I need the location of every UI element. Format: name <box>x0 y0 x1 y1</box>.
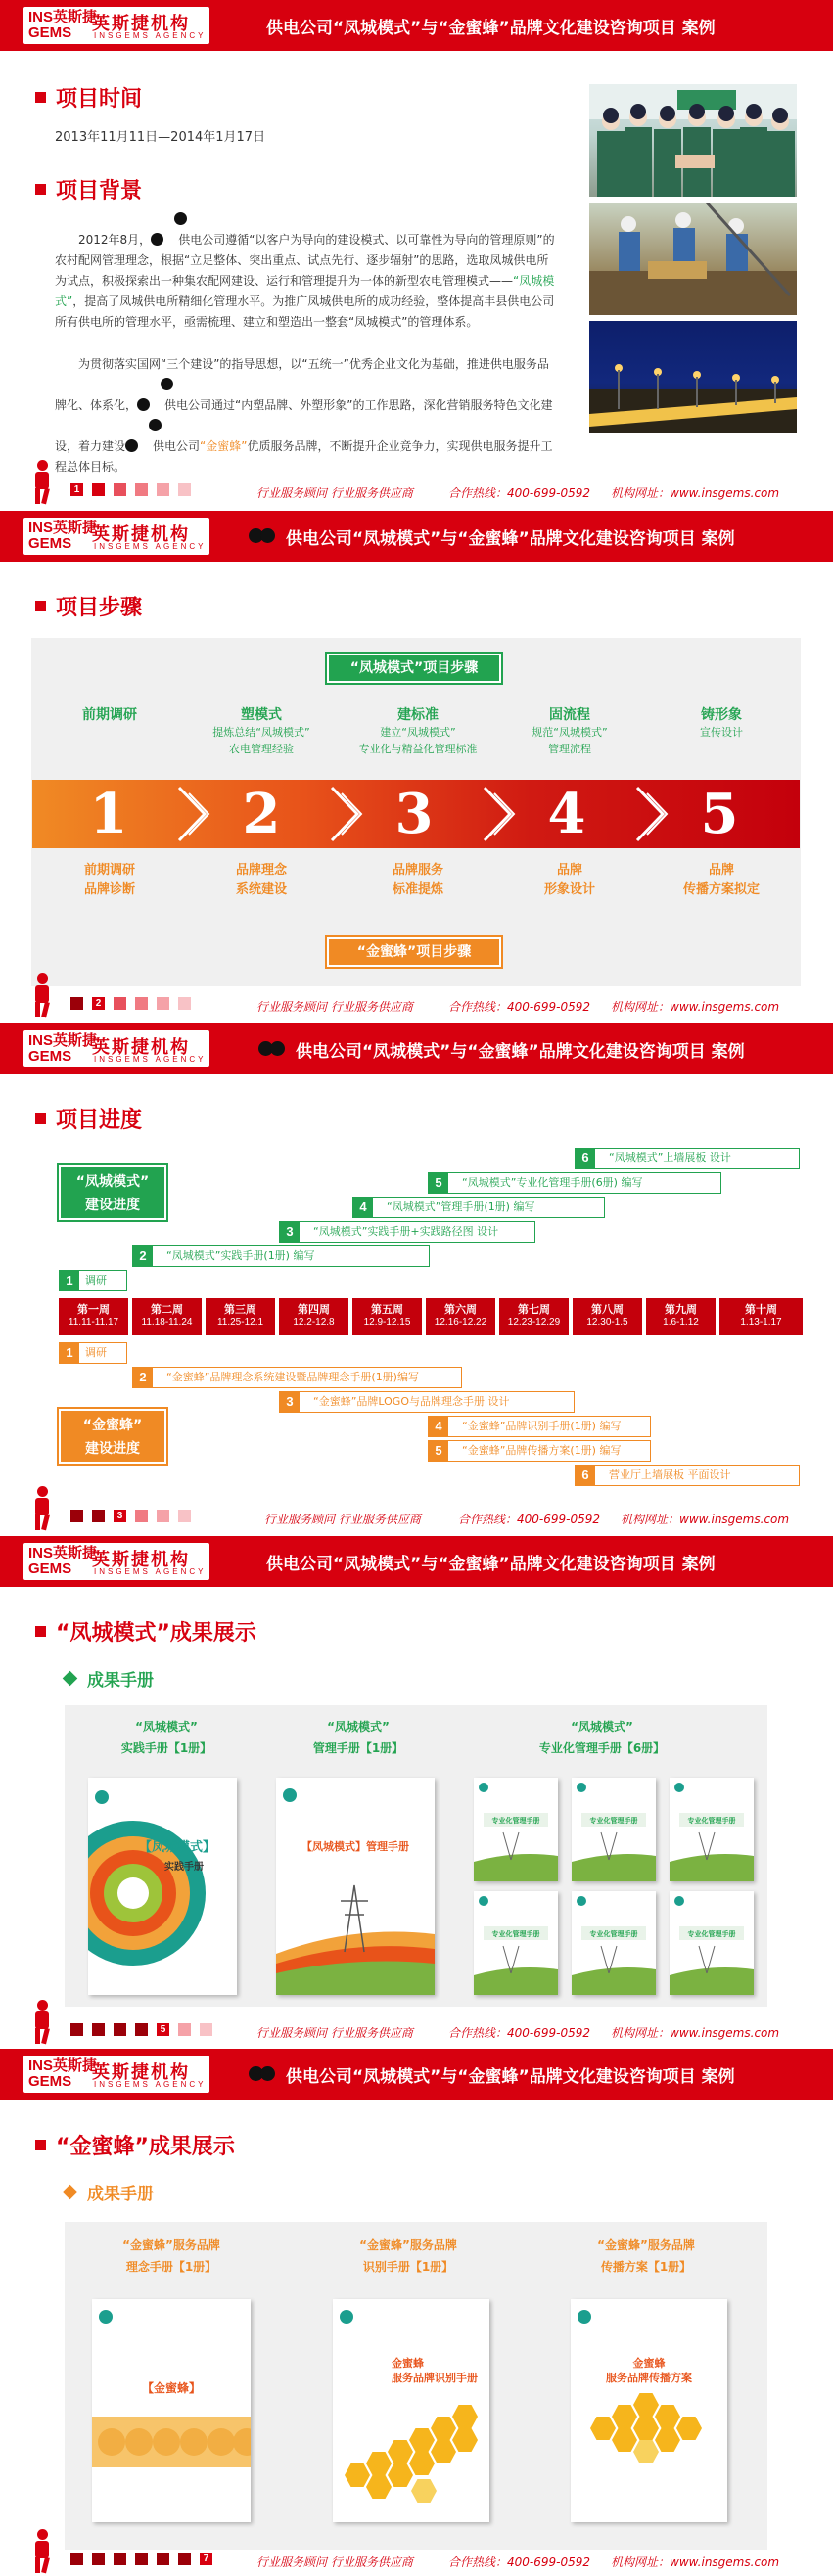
book-label: “金蜜蜂”服务品牌 传播方案【1册】 <box>597 2238 695 2274</box>
green-step: 塑模式 提炼总结“凤城模式” 农电管理经验 <box>212 707 310 755</box>
week-cell: 第七周 12.23-12.29 <box>499 1298 571 1335</box>
footer-hotline: 合作热线：400-699-0592 <box>448 2555 591 2569</box>
orange-step: 品牌理念 系统建设 <box>235 863 287 897</box>
specialized-manual-cover: 专业化管理手册 <box>572 1778 656 1881</box>
week-cell: 第十周 1.13-1.17 <box>719 1298 803 1335</box>
redaction-mark <box>249 2066 282 2084</box>
week-cell: 第九周 1.6-1.12 <box>646 1298 717 1335</box>
page-indicator <box>70 483 200 497</box>
footer-3 <box>0 1494 833 1533</box>
week-cell: 第八周 12.30-1.5 <box>573 1298 644 1335</box>
step-number: 4 <box>547 782 586 846</box>
page-number: 2 <box>92 997 105 1010</box>
page-indicator <box>70 997 200 1011</box>
book-label: “凤城模式” 管理手册【1册】 <box>312 1720 404 1755</box>
footer-hotline: 合作热线：400-699-0592 <box>448 486 591 500</box>
specialized-manual-cover: 专业化管理手册 <box>474 1778 558 1881</box>
week-cell: 第三周 11.25-12.1 <box>206 1298 277 1335</box>
page-indicator <box>70 2023 221 2037</box>
background-paragraph-2: 为贯彻落实国网“三个建设”的指导思想，以“五统一”优秀企业文化为基础，推进供电服务品牌化、体系化， 供电公司通过“内塑品牌、外塑形象”的工作思路，深化营销服务特色文化建设，着力建设 供电公司“金蜜蜂”优质服务品牌，不断提升企业竞争力，实现供电服务提升工程总体目标。 <box>55 357 553 474</box>
section-heading-background: 项目背景 <box>35 174 142 204</box>
management-manual-cover <box>276 1778 435 1995</box>
footer-slogan: 行业服务顾问 行业服务供应商 <box>256 486 413 500</box>
footer-2 <box>0 981 833 1020</box>
field-work-photo <box>589 203 797 315</box>
redaction-mark <box>249 528 282 546</box>
brand-logo: INS英斯捷 GEMS 英斯捷机构 INSGEMS AGENCY <box>23 1543 209 1580</box>
cover-title: 【金蜜蜂】 <box>141 2381 201 2395</box>
results-subheading: 成果手册 <box>65 1666 154 1691</box>
brand-mark: INS英斯捷 <box>28 9 98 25</box>
green-progress-label: “凤城模式” 建设进度 <box>59 1165 166 1220</box>
green-step: 固流程 规范“凤城模式” 管理流程 <box>532 707 608 755</box>
section-heading-progress: 项目进度 <box>35 1104 142 1134</box>
redaction-mark <box>258 1041 292 1059</box>
bee-identity-manual-cover <box>333 2299 489 2522</box>
step-number: 5 <box>700 782 739 846</box>
brand-mark-en: GEMS <box>28 24 72 41</box>
green-step: 铸形象 宣传设计 <box>700 707 743 739</box>
gantt-task-orange: 1 调研 <box>59 1342 127 1364</box>
week-cell: 第二周 11.18-11.24 <box>132 1298 204 1335</box>
cover-title: 【凤城模式】管理手册 <box>301 1840 409 1853</box>
gantt-task-green: 2 “凤城模式”实践手册(1册) 编写 <box>132 1245 430 1267</box>
specialized-manual-cover: 专业化管理手册 <box>474 1891 558 1995</box>
header-title: 供电公司“凤城模式”与“金蜜蜂”品牌文化建设咨询项目 案例 <box>296 1037 745 1062</box>
section-heading-time: 项目时间 <box>35 82 142 113</box>
gantt-task-green: 6 “凤城模式”上墙展板 设计 <box>575 1148 800 1169</box>
section-heading-fengcheng-results: “凤城模式”成果展示 <box>35 1616 256 1647</box>
red-figure-icon <box>31 1486 53 1531</box>
gantt-task-orange: 6 营业厅上墙展板 平面设计 <box>575 1465 800 1486</box>
background-paragraph-1: 2012年8月， 供电公司遵循“以客户为导向的建设模式、以可靠性为导向的管理原则”的农村配网管理理念，根据“立足整体、突出重点、试点先行、逐步辐射”的思路，选取凤城供电所为试点，积极探索出一种集农配网建设、运行和管理提升为一体的新型农电管理模式——“凤城模式”，提高了凤城供电所精细化管理水平。为推广凤城供电所的成功经验，整体提高丰县供电公司所有供电所的管理水平，亟需梳理、建立和塑造出一整套“凤城模式”的管理体系。 <box>55 209 556 333</box>
red-figure-icon <box>31 2529 53 2574</box>
header-title: 供电公司“凤城模式”与“金蜜蜂”品牌文化建设咨询项目 案例 <box>266 19 716 38</box>
header-band <box>0 2049 833 2100</box>
gantt-task-green: 4 “凤城模式”管理手册(1册) 编写 <box>352 1197 605 1218</box>
book-label: “金蜜蜂”服务品牌 识别手册【1册】 <box>359 2238 457 2274</box>
page-number: 5 <box>157 2023 169 2036</box>
footer-slogan: 行业服务顾问 行业服务供应商 <box>256 2555 413 2569</box>
orange-step: 品牌 传播方案拟定 <box>682 863 760 897</box>
specialized-manual-cover: 专业化管理手册 <box>572 1891 656 1995</box>
specialized-manual-cover: 专业化管理手册 <box>670 1891 754 1995</box>
process-bar <box>32 780 800 848</box>
book-label: “金蜜蜂”服务品牌 理念手册【1册】 <box>122 2238 220 2274</box>
red-figure-icon <box>31 973 53 1018</box>
section-heading-steps: 项目步骤 <box>35 591 142 621</box>
footer-website: 机构网址：www.insgems.com <box>621 1513 790 1526</box>
footer-slogan: 行业服务顾问 行业服务供应商 <box>264 1513 421 1526</box>
orange-step: 前期调研 品牌诊断 <box>83 863 135 897</box>
brand-logo: INS英斯捷 GEMS 英斯捷机构 INSGEMS AGENCY <box>23 518 209 555</box>
step-number: 2 <box>242 782 281 846</box>
bee-communication-plan-cover <box>571 2299 727 2522</box>
footer-hotline: 合作热线：400-699-0592 <box>448 1000 591 1014</box>
redaction-mark <box>151 211 178 225</box>
gantt-task-orange: 4 “金蜜蜂”品牌识别手册(1册) 编写 <box>428 1416 651 1437</box>
footer-website: 机构网址：www.insgems.com <box>611 1000 780 1014</box>
orange-progress-label: “金蜜蜂” 建设进度 <box>59 1409 166 1464</box>
header-band <box>0 1536 833 1587</box>
team-photo <box>589 84 797 197</box>
week-cell: 第六周 12.16-12.22 <box>426 1298 497 1335</box>
footer-5 <box>0 2537 833 2576</box>
footer-slogan: 行业服务顾问 行业服务供应商 <box>256 2026 413 2040</box>
header-band <box>0 0 833 51</box>
gantt-task-green: 5 “凤城模式”专业化管理手册(6册) 编写 <box>428 1172 721 1194</box>
orange-steps-label: “金蜜蜂”项目步骤 <box>327 937 501 967</box>
brand-name: 英斯捷机构 <box>92 14 190 34</box>
green-step: 前期调研 <box>82 707 137 723</box>
red-figure-icon <box>31 460 53 505</box>
specialized-manual-cover: 专业化管理手册 <box>670 1778 754 1881</box>
night-street-photo <box>589 321 797 433</box>
footer-website: 机构网址：www.insgems.com <box>611 2555 780 2569</box>
redaction-mark <box>125 418 153 431</box>
section-heading-bee-results: “金蜜蜂”成果展示 <box>35 2130 235 2160</box>
orange-step: 品牌 形象设计 <box>543 863 595 897</box>
footer-website: 机构网址：www.insgems.com <box>611 486 780 500</box>
page-number: 3 <box>114 1510 126 1522</box>
bee-concept-manual-cover <box>92 2299 251 2522</box>
gantt-task-orange: 5 “金蜜蜂”品牌传播方案(1册) 编写 <box>428 1440 651 1462</box>
book-label: “凤城模式” 专业化管理手册【6册】 <box>538 1720 666 1755</box>
week-timeline <box>59 1298 803 1335</box>
step-number: 3 <box>394 782 434 846</box>
header-title: 供电公司“凤城模式”与“金蜜蜂”品牌文化建设咨询项目 案例 <box>266 1555 716 1574</box>
header-band <box>0 1023 833 1074</box>
week-cell: 第四周 12.2-12.8 <box>279 1298 350 1335</box>
gantt-task-orange: 2 “金蜜蜂”品牌理念系统建设暨品牌理念手册(1册)编写 <box>132 1367 462 1388</box>
footer-slogan: 行业服务顾问 行业服务供应商 <box>256 1000 413 1014</box>
cover-title: 金蜜蜂 服务品牌识别手册 <box>392 2357 478 2384</box>
book-label: “凤城模式” 实践手册【1册】 <box>120 1720 212 1755</box>
page-indicator <box>70 2553 221 2566</box>
brand-name-en: INSGEMS AGENCY <box>94 31 207 40</box>
project-time-value: 2013年11月11日—2014年1月17日 <box>55 130 266 145</box>
results-subheading: 成果手册 <box>65 2180 154 2204</box>
footer-website: 机构网址：www.insgems.com <box>611 2026 780 2040</box>
cover-subtitle: 实践手册 <box>164 1862 204 1873</box>
footer-1 <box>0 468 833 507</box>
footer-4 <box>0 2008 833 2047</box>
gantt-task-green: 1 调研 <box>59 1270 127 1291</box>
brand-logo: INS英斯捷 GEMS 英斯捷机构 INSGEMS AGENCY <box>23 2056 209 2093</box>
specialized-manuals-grid <box>474 1778 758 1995</box>
page-number: 7 <box>200 2553 212 2565</box>
header-title: 供电公司“凤城模式”与“金蜜蜂”品牌文化建设咨询项目 案例 <box>286 524 735 549</box>
page-indicator <box>70 1510 200 1523</box>
week-cell: 第一周 11.11-11.17 <box>59 1298 130 1335</box>
cover-title: 【凤城模式】 <box>139 1840 216 1855</box>
step-number: 1 <box>89 782 128 846</box>
page-number: 1 <box>70 483 83 496</box>
brand-logo: INS英斯捷 GEMS 英斯捷机构 INSGEMS AGENCY <box>23 1030 209 1067</box>
header-title: 供电公司“凤城模式”与“金蜜蜂”品牌文化建设咨询项目 案例 <box>286 2062 735 2087</box>
red-figure-icon <box>31 2000 53 2045</box>
redaction-mark <box>137 377 164 390</box>
footer-hotline: 合作热线：400-699-0592 <box>448 2026 591 2040</box>
green-steps-label: “凤城模式”项目步骤 <box>327 654 501 683</box>
brand-logo <box>23 7 209 44</box>
green-step: 建标准 建立“凤城模式” 专业化与精益化管理标准 <box>358 707 478 755</box>
gantt-task-orange: 3 “金蜜蜂”品牌LOGO与品牌理念手册 设计 <box>279 1391 575 1413</box>
header-band <box>0 511 833 562</box>
cover-title: 金蜜蜂 服务品牌传播方案 <box>606 2357 692 2384</box>
practice-manual-cover <box>88 1778 237 1995</box>
orange-step: 品牌服务 标准提炼 <box>392 863 443 897</box>
footer-hotline: 合作热线：400-699-0592 <box>458 1513 601 1526</box>
week-cell: 第五周 12.9-12.15 <box>352 1298 424 1335</box>
gantt-task-green: 3 “凤城模式”实践手册+实践路径图 设计 <box>279 1221 535 1243</box>
